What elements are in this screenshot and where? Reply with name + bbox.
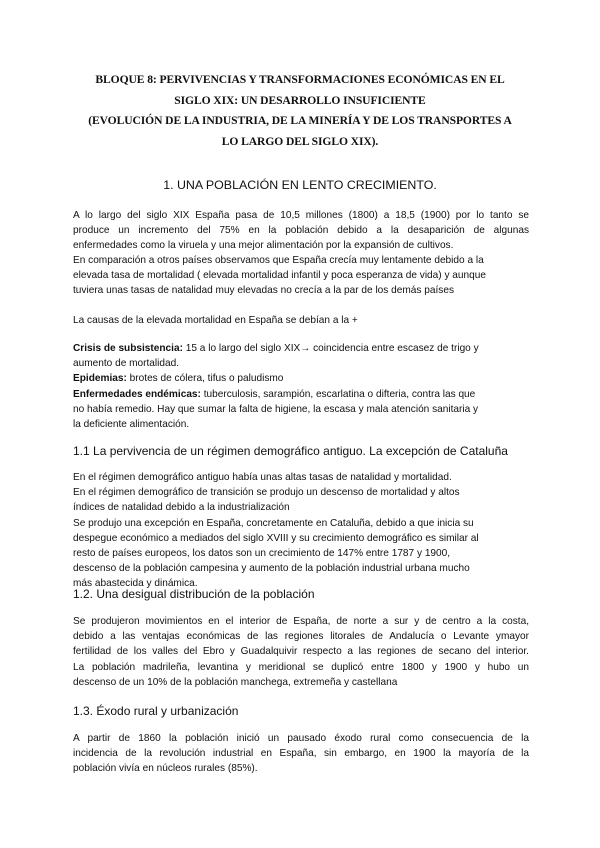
title-line-1: BLOQUE 8: PERVIVENCIAS Y TRANSFORMACIONES ECONÓMICAS EN EL bbox=[95, 73, 505, 86]
section-1-paragraph-1: A lo largo del siglo XIX España pasa de 10,5 millones (1800) a 18,5 (1900) por lo tanto se produce un incremento del 75% en la población debido a la desaparición de algunas enfermedades como la viruela y una mejor alimentación por la expansión de cultivos. bbox=[73, 210, 529, 252]
section-1-3-body: A partir de 1860 la población inició un pausado éxodo rural como consecuencia de la incidencia de la revolución industrial en España, sin embargo, en 1900 la mayoría de la población vivía en núcleos rurales (85%). bbox=[73, 733, 529, 775]
section-1-1-body: En el régimen demográfico antiguo había unas altas tasas de natalidad y mortalidad. En el régimen demográfico de transición se produjo un descenso de mortalidad y altos índices de natalidad debido a la industrialización Se produjo una excepción en España, concretamente en Cataluña, debido a que inicia su despegue económico a mediados del siglo XVIII y su crecimiento demográfico es similar al resto de países europeos, los datos son un crecimiento de 147% entre 1787 y 1900, descenso de la población campesina y aumento de la población industrial urbana mucho más abastecida y dinámica. bbox=[73, 472, 479, 590]
section-1-paragraph-2: En comparación a otros países observamos que España crecía muy lentamente debido a la elevada tasa de mortalidad ( elevada mortalidad infantil y poca esperanza de vida) y aunque tuviera unas tasas de natalidad muy elevadas no crecía a la par de los demás países bbox=[73, 255, 486, 297]
mortality-causes-list: Crisis de subsistencia: 15 a lo largo del siglo XIX→ coincidencia entre escasez de trigo y aumento de mortalidad. Epidemias: brotes de cólera, tifus o paludismo Enfermedades endémicas: tuberculosis, sarampión, escarlatina o difteria, contra las que no había remedio. Hay que sumar la falta de higiene, la escasa y mala atención sanitaria y la deficiente alimentación. bbox=[73, 341, 529, 432]
title-line-2: SIGLO XIX: UN DESARROLLO INSUFICIENTE bbox=[174, 93, 426, 107]
cause-epidemics: Epidemias: brotes de cólera, tifus o paludismo bbox=[73, 373, 284, 385]
document-title bbox=[60, 70, 540, 152]
section-1-2-heading: 1.2. Una desigual distribución de la población bbox=[73, 587, 315, 601]
title-line-4: LO LARGO DEL SIGLO XIX). bbox=[221, 134, 379, 148]
section-1-heading: 1. UNA POBLACIÓN EN LENTO CRECIMIENTO. bbox=[163, 178, 437, 192]
section-1-2-body: Se produjeron movimientos en el interior de España, de norte a sur y de centro a la costa, debido a las ventajas económicas de las regiones litorales de Andalucía o Levante ymayor fertilidad de los valles del Ebro y Guadalquivir respecto a las regiones de secano del interior. La población madrileña, levantina y meridional se duplicó entre 1800 y 1900 y hubo un descenso de un 10% de la población manchega, extremeña y castellana bbox=[73, 616, 529, 688]
title-line-3: (EVOLUCIÓN DE LA INDUSTRIA, DE LA MINERÍA Y DE LOS TRANSPORTES A bbox=[88, 114, 512, 127]
section-1-1-heading: 1.1 La pervivencia de un régimen demográfico antiguo. La excepción de Cataluña bbox=[73, 444, 508, 458]
mortality-causes-intro: La causas de la elevada mortalidad en España se debían a la + bbox=[73, 315, 358, 326]
cause-subsistence: Crisis de subsistencia: 15 a lo largo del siglo XIX→ coincidencia entre escasez de trigo y bbox=[73, 343, 479, 354]
section-1-3-heading: 1.3. Éxodo rural y urbanización bbox=[73, 704, 239, 718]
cause-endemic: Enfermedades endémicas: tuberculosis, sarampión, escarlatina o difteria, contra las que bbox=[73, 388, 476, 400]
